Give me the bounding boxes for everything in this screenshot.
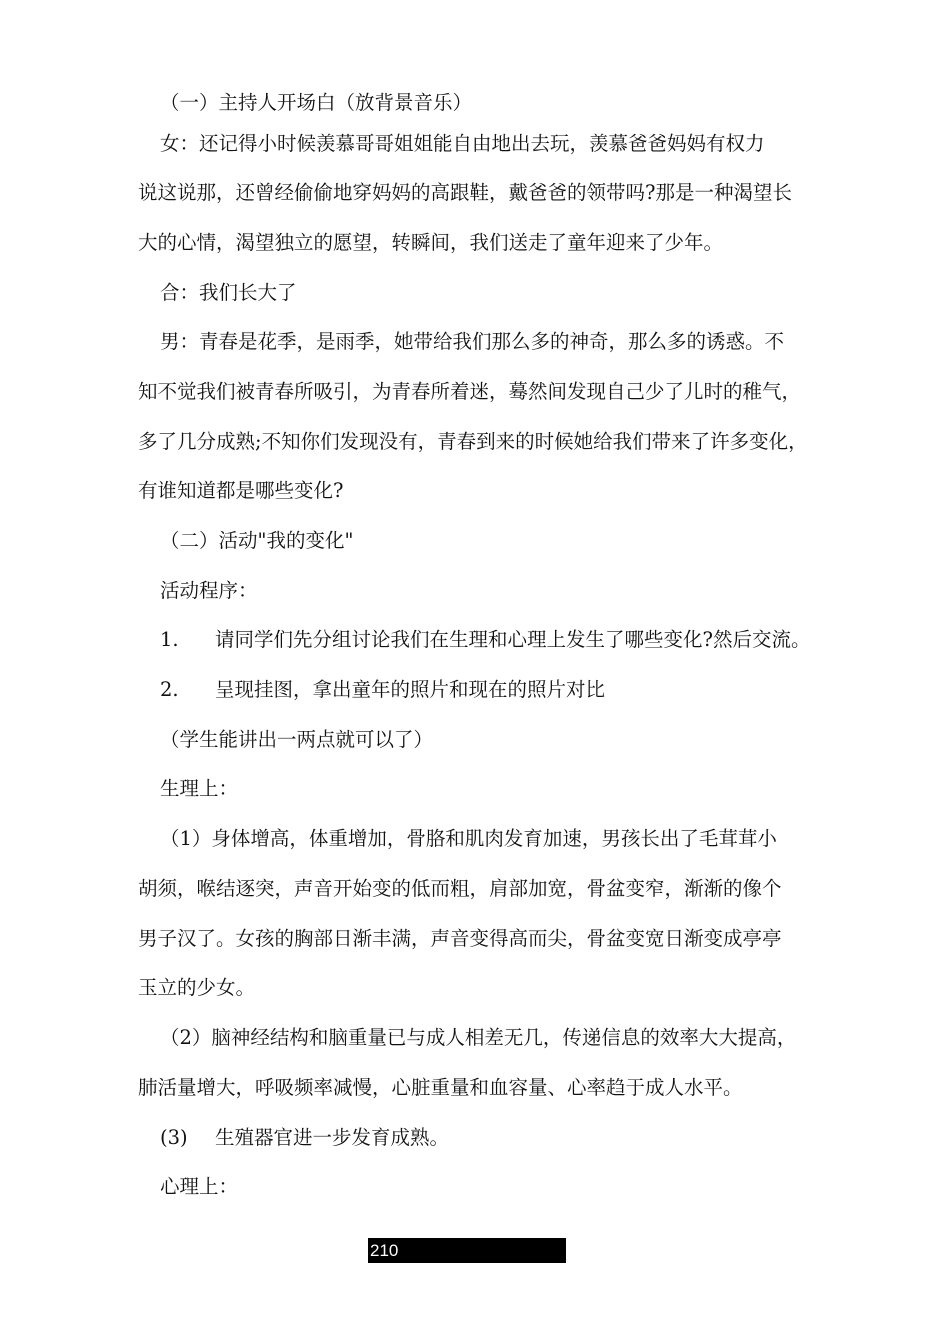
- paragraph-line: （学生能讲出一两点就可以了）: [160, 728, 434, 751]
- list-number: (3): [160, 1126, 188, 1149]
- paragraph-line: 知不觉我们被青春所吸引，为青春所着迷，蓦然间发现自己少了儿时的稚气，: [138, 380, 802, 403]
- paragraph-line: 男：青春是花季，是雨季，她带给我们那么多的神奇，那么多的诱惑。不: [160, 330, 785, 353]
- paragraph-line: 肺活量增大，呼吸频率减慢，心脏重量和血容量、心率趋于成人水平。: [138, 1076, 743, 1099]
- paragraph-line: （2）脑神经结构和脑重量已与成人相差无几，传递信息的效率大大提高，: [160, 1026, 797, 1049]
- list-number: 2.: [160, 678, 179, 701]
- paragraph-line: 女：还记得小时候羡慕哥哥姐姐能自由地出去玩，羡慕爸爸妈妈有权力: [160, 132, 765, 155]
- list-item: 呈现挂图，拿出童年的照片和现在的照片对比: [215, 678, 606, 701]
- paragraph-line: 男子汉了。女孩的胸部日渐丰满，声音变得高而尖，骨盆变宽日渐变成亭亭: [138, 927, 782, 950]
- list-item: 请同学们先分组讨论我们在生理和心理上发生了哪些变化?然后交流。: [215, 628, 811, 651]
- paragraph-line: 大的心情，渴望独立的愿望，转瞬间，我们送走了童年迎来了少年。: [138, 231, 724, 254]
- paragraph-line: 生理上：: [160, 777, 239, 800]
- section-heading-1: （一）主持人开场白（放背景音乐）: [160, 91, 473, 114]
- paragraph-line: （1）身体增高，体重增加，骨胳和肌肉发育加速，男孩长出了毛茸茸小: [160, 827, 777, 850]
- paragraph-line: 活动程序：: [160, 579, 258, 602]
- paragraph-line: 说这说那，还曾经偷偷地穿妈妈的高跟鞋，戴爸爸的领带吗?那是一种渴望长: [138, 181, 792, 204]
- paragraph-line: 有谁知道都是哪些变化?: [138, 479, 344, 502]
- paragraph-line: 多了几分成熟;不知你们发现没有，青春到来的时候她给我们带来了许多变化，: [138, 430, 808, 453]
- paragraph-line: 心理上：: [160, 1175, 239, 1198]
- page-number: 210: [370, 1241, 399, 1260]
- list-item: 生殖器官进一步发育成熟。: [215, 1126, 450, 1149]
- list-number: 1.: [160, 628, 179, 651]
- paragraph-line: 胡须，喉结逐突，声音开始变的低而粗，肩部加宽，骨盆变窄，渐渐的像个: [138, 877, 782, 900]
- section-heading-2: （二）活动"我的变化": [160, 529, 354, 552]
- paragraph-line: 合：我们长大了: [160, 281, 297, 304]
- paragraph-line: 玉立的少女。: [138, 976, 256, 999]
